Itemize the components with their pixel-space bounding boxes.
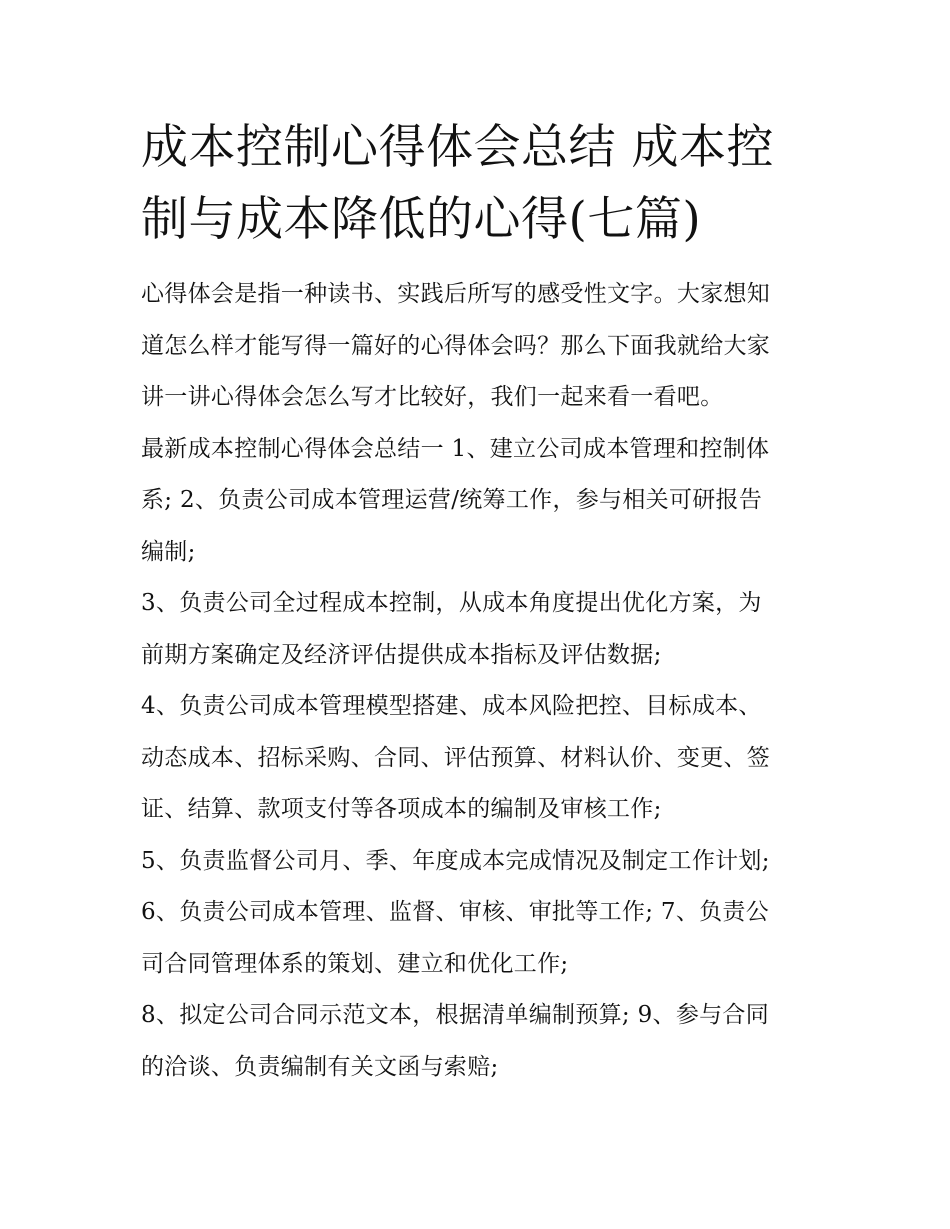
paragraph-section-one bbox=[141, 424, 813, 579]
text-line: 证、结算、款项支付等各项成本的编制及审核工作; bbox=[141, 796, 662, 822]
text-line: 编制; bbox=[141, 538, 196, 565]
text-line: 动态成本、招标采购、合同、评估预算、材料认价、变更、签 bbox=[141, 744, 771, 771]
intro-paragraph bbox=[141, 269, 813, 424]
text-line: 讲一讲心得体会怎么写才比较好，我们一起来看一看吧。 bbox=[141, 384, 724, 410]
text-line: 4、负责公司成本管理模型搭建、成本风险把控、目标成本、 bbox=[141, 693, 762, 719]
text-line: 6、负责公司成本管理、监督、审核、审批等工作; 7、负责公 bbox=[141, 899, 770, 925]
paragraph-item-5 bbox=[141, 836, 813, 888]
text-line: 5、负责监督公司月、季、年度成本完成情况及制定工作计划; bbox=[141, 847, 770, 874]
text-line: 3、负责公司全过程成本控制，从成本角度提出优化方案，为 bbox=[141, 590, 762, 616]
document-body bbox=[141, 269, 813, 1093]
paragraph-item-6-7 bbox=[141, 887, 813, 990]
text-line: 前期方案确定及经济评估提供成本指标及评估数据; bbox=[141, 641, 662, 668]
title-line: 制与成本降低的心得(七篇) bbox=[141, 192, 702, 247]
paragraph-item-4 bbox=[141, 681, 813, 836]
text-line: 道怎么样才能写得一篇好的心得体会吗？那么下面我就给大家 bbox=[141, 332, 771, 359]
paragraph-item-3 bbox=[141, 578, 813, 681]
paragraph-item-8-9 bbox=[141, 990, 813, 1093]
text-line: 心得体会是指一种读书、实践后所写的感受性文字。大家想知 bbox=[141, 281, 771, 307]
document-title bbox=[141, 112, 813, 256]
text-line: 司合同管理体系的策划、建立和优化工作; bbox=[141, 950, 569, 977]
title-line: 成本控制心得体会总结 成本控 bbox=[141, 120, 774, 175]
text-line: 的洽谈、负责编制有关文函与索赔; bbox=[141, 1053, 499, 1080]
document-content bbox=[141, 112, 813, 1093]
text-line: 最新成本控制心得体会总结一 1、建立公司成本管理和控制体 bbox=[141, 435, 770, 462]
text-line: 8、拟定公司合同示范文本，根据清单编制预算; 9、参与合同 bbox=[141, 1002, 770, 1028]
text-line: 系; 2、负责公司成本管理运营/统筹工作，参与相关可研报告 bbox=[141, 487, 763, 513]
